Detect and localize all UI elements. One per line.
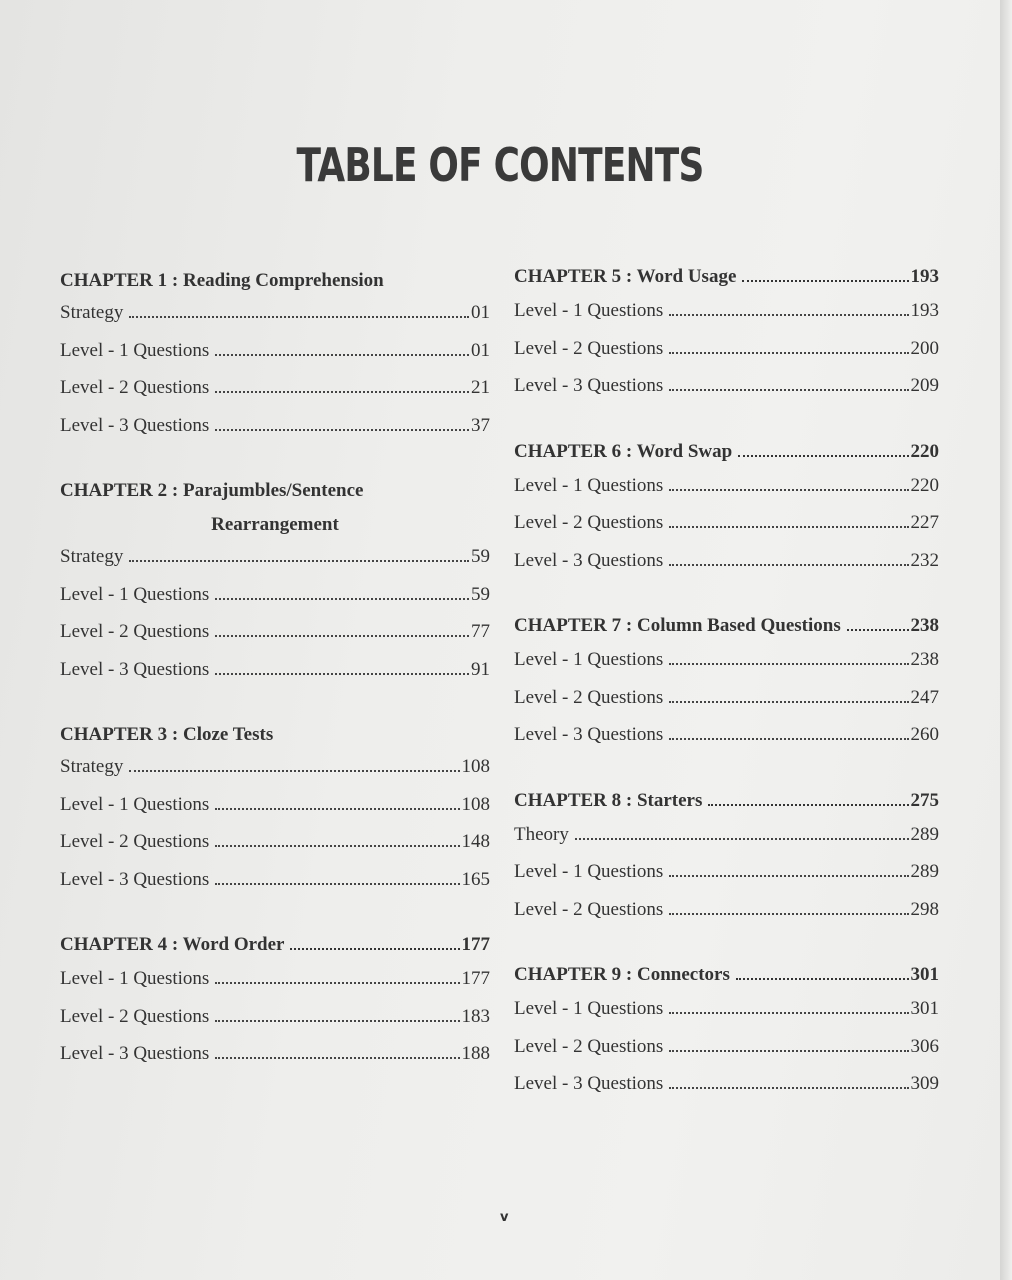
entry-page-number: 59 <box>471 583 490 605</box>
entry-page-number: 209 <box>910 375 939 396</box>
toc-entry[interactable] <box>514 550 939 588</box>
chapter-heading <box>514 266 939 300</box>
entry-label: Strategy <box>60 302 124 323</box>
toc-entry[interactable] <box>514 998 939 1036</box>
entry-page-number: 227 <box>910 512 939 533</box>
dot-leader <box>669 1050 908 1052</box>
chapter-title: CHAPTER 6 : Word Swap <box>514 440 733 462</box>
toc-entry[interactable] <box>60 302 490 340</box>
entry-page-number: 148 <box>461 831 490 852</box>
dot-leader <box>129 770 459 772</box>
entry-label: Level - 1 Questions <box>60 793 210 815</box>
chapter-heading <box>60 934 490 968</box>
toc-entry[interactable] <box>60 1006 490 1044</box>
entry-page-number: 309 <box>910 1073 939 1094</box>
entry-label: Level - 1 Questions <box>514 998 664 1019</box>
toc-chapter <box>60 270 490 452</box>
toc-entry[interactable] <box>60 756 490 794</box>
chapter-page-number: 177 <box>461 934 490 955</box>
dot-leader <box>129 560 469 562</box>
toc-entry[interactable] <box>60 1043 490 1081</box>
dot-leader <box>669 314 908 316</box>
dot-leader <box>742 280 908 282</box>
toc-entry[interactable] <box>514 375 939 413</box>
toc-entry[interactable] <box>60 415 490 453</box>
entry-page-number: 306 <box>910 1035 939 1057</box>
toc-entry[interactable] <box>60 869 490 907</box>
entry-page-number: 108 <box>461 756 490 777</box>
entry-label: Strategy <box>60 756 124 777</box>
dot-leader <box>215 354 469 356</box>
entry-label: Level - 2 Questions <box>60 621 210 642</box>
toc-entry[interactable] <box>514 512 939 550</box>
chapter-title: CHAPTER 1 : Reading Comprehension <box>60 270 384 291</box>
toc-entry[interactable] <box>514 1073 939 1111</box>
entry-page-number: 165 <box>461 868 490 890</box>
entry-page-number: 01 <box>471 339 490 361</box>
toc-entry[interactable] <box>514 300 939 338</box>
chapter-heading <box>514 441 939 475</box>
toc-entry[interactable] <box>514 861 939 899</box>
dot-leader <box>669 738 908 740</box>
entry-label: Level - 2 Questions <box>60 831 210 852</box>
dot-leader <box>669 701 908 703</box>
toc-chapter <box>514 790 939 937</box>
entry-label: Level - 1 Questions <box>514 474 664 496</box>
entry-page-number: 91 <box>471 658 490 680</box>
dot-leader <box>215 598 469 600</box>
chapter-title: CHAPTER 5 : Word Usage <box>514 266 737 287</box>
dot-leader <box>669 489 908 491</box>
toc-entry[interactable] <box>514 724 939 762</box>
entry-page-number: 301 <box>910 998 939 1019</box>
entry-label: Level - 3 Questions <box>60 868 210 890</box>
entry-page-number: 220 <box>910 474 939 496</box>
chapter-page-number: 238 <box>910 615 939 636</box>
dot-leader <box>215 883 459 885</box>
chapter-subtitle: Rearrangement <box>211 514 339 535</box>
entry-label: Strategy <box>60 546 124 567</box>
chapter-title: CHAPTER 2 : Parajumbles/Sentence <box>60 480 364 501</box>
entry-label: Level - 2 Questions <box>514 337 664 359</box>
entry-page-number: 200 <box>910 337 939 359</box>
entry-label: Level - 2 Questions <box>60 377 210 398</box>
toc-entry[interactable] <box>60 659 490 697</box>
entry-page-number: 183 <box>461 1005 490 1027</box>
dot-leader <box>847 629 909 631</box>
entry-label: Level - 1 Questions <box>60 339 210 361</box>
toc-entry[interactable] <box>514 649 939 687</box>
toc-entry[interactable] <box>60 340 490 378</box>
entry-page-number: 238 <box>910 649 939 670</box>
entry-label: Level - 1 Questions <box>514 861 664 882</box>
entry-label: Level - 3 Questions <box>514 724 664 745</box>
dot-leader <box>669 875 908 877</box>
toc-chapter <box>60 724 490 906</box>
entry-label: Level - 1 Questions <box>514 649 664 670</box>
toc-entry[interactable] <box>60 377 490 415</box>
entry-page-number: 01 <box>471 302 490 323</box>
entry-label: Level - 2 Questions <box>60 1005 210 1027</box>
toc-left-column <box>60 270 490 1109</box>
toc-entry[interactable] <box>60 831 490 869</box>
dot-leader <box>669 1087 908 1089</box>
chapter-page-number: 193 <box>910 266 939 287</box>
dot-leader <box>215 673 469 675</box>
entry-page-number: 260 <box>910 724 939 745</box>
toc-chapter <box>514 266 939 413</box>
dot-leader <box>215 808 459 810</box>
dot-leader <box>708 804 908 806</box>
toc-entry[interactable] <box>514 899 939 937</box>
entry-label: Level - 3 Questions <box>514 375 664 396</box>
chapter-heading <box>514 790 939 824</box>
toc-chapter <box>514 964 939 1111</box>
entry-page-number: 188 <box>461 1043 490 1064</box>
entry-label: Theory <box>514 823 569 845</box>
toc-entry[interactable] <box>60 968 490 1006</box>
toc-chapter <box>60 480 490 696</box>
dot-leader <box>669 913 908 915</box>
toc-entry[interactable] <box>514 475 939 513</box>
entry-page-number: 289 <box>910 823 939 845</box>
chapter-title: CHAPTER 3 : Cloze Tests <box>60 724 274 745</box>
dot-leader <box>669 389 908 391</box>
entry-label: Level - 2 Questions <box>514 686 664 708</box>
chapter-title: CHAPTER 4 : Word Order <box>60 934 285 955</box>
entry-label: Level - 3 Questions <box>60 1043 210 1064</box>
toc-right-column <box>514 266 939 1139</box>
dot-leader <box>215 635 469 637</box>
dot-leader <box>669 564 908 566</box>
entry-page-number: 37 <box>471 414 490 436</box>
chapter-heading <box>514 615 939 649</box>
chapter-title: CHAPTER 8 : Starters <box>514 789 703 811</box>
entry-label: Level - 1 Questions <box>60 968 210 989</box>
dot-leader <box>669 352 908 354</box>
dot-leader <box>290 948 459 950</box>
entry-label: Level - 3 Questions <box>60 658 210 680</box>
chapter-page-number: 275 <box>910 789 939 811</box>
dot-leader <box>669 526 908 528</box>
entry-page-number: 108 <box>461 793 490 815</box>
dot-leader <box>669 663 908 665</box>
entry-page-number: 21 <box>471 377 490 398</box>
toc-entry[interactable] <box>60 584 490 622</box>
toc-entry[interactable] <box>60 546 490 584</box>
dot-leader <box>215 845 459 847</box>
chapter-title: CHAPTER 7 : Column Based Questions <box>514 615 841 636</box>
dot-leader <box>215 1057 459 1059</box>
entry-page-number: 59 <box>471 546 490 567</box>
page-number: v <box>500 1210 509 1225</box>
toc-entry[interactable] <box>60 621 490 659</box>
entry-label: Level - 1 Questions <box>60 583 210 605</box>
entry-label: Level - 2 Questions <box>514 512 664 533</box>
entry-page-number: 298 <box>910 898 939 920</box>
entry-page-number: 77 <box>471 621 490 642</box>
chapter-page-number: 301 <box>910 964 939 985</box>
toc-entry[interactable] <box>514 338 939 376</box>
entry-page-number: 177 <box>461 968 490 989</box>
entry-label: Level - 1 Questions <box>514 300 664 321</box>
entry-label: Level - 3 Questions <box>60 414 210 436</box>
dot-leader <box>738 455 908 457</box>
dot-leader <box>215 1020 459 1022</box>
toc-entry[interactable] <box>60 794 490 832</box>
entry-page-number: 247 <box>910 686 939 708</box>
entry-page-number: 193 <box>910 300 939 321</box>
entry-label: Level - 3 Questions <box>514 1073 664 1094</box>
chapter-heading <box>514 964 939 998</box>
dot-leader <box>215 982 459 984</box>
entry-page-number: 232 <box>910 549 939 571</box>
dot-leader <box>669 1012 908 1014</box>
page-edge <box>1000 0 1012 1280</box>
dot-leader <box>215 429 469 431</box>
toc-entry[interactable] <box>514 687 939 725</box>
chapter-page-number: 220 <box>910 440 939 462</box>
dot-leader <box>736 978 909 980</box>
dot-leader <box>215 391 469 393</box>
toc-entry[interactable] <box>514 824 939 862</box>
toc-chapter <box>514 441 939 588</box>
chapter-heading <box>60 480 490 502</box>
entry-label: Level - 3 Questions <box>514 549 664 571</box>
toc-entry[interactable] <box>514 1036 939 1074</box>
entry-label: Level - 2 Questions <box>514 1035 664 1057</box>
entry-page-number: 289 <box>910 861 939 882</box>
page-title: TABLE OF CONTENTS <box>296 138 704 192</box>
chapter-title: CHAPTER 9 : Connectors <box>514 964 730 985</box>
toc-chapter <box>514 615 939 762</box>
entry-label: Level - 2 Questions <box>514 898 664 920</box>
chapter-heading <box>60 724 490 746</box>
dot-leader <box>575 838 909 840</box>
chapter-heading <box>60 270 490 292</box>
dot-leader <box>129 316 469 318</box>
toc-chapter <box>60 934 490 1081</box>
